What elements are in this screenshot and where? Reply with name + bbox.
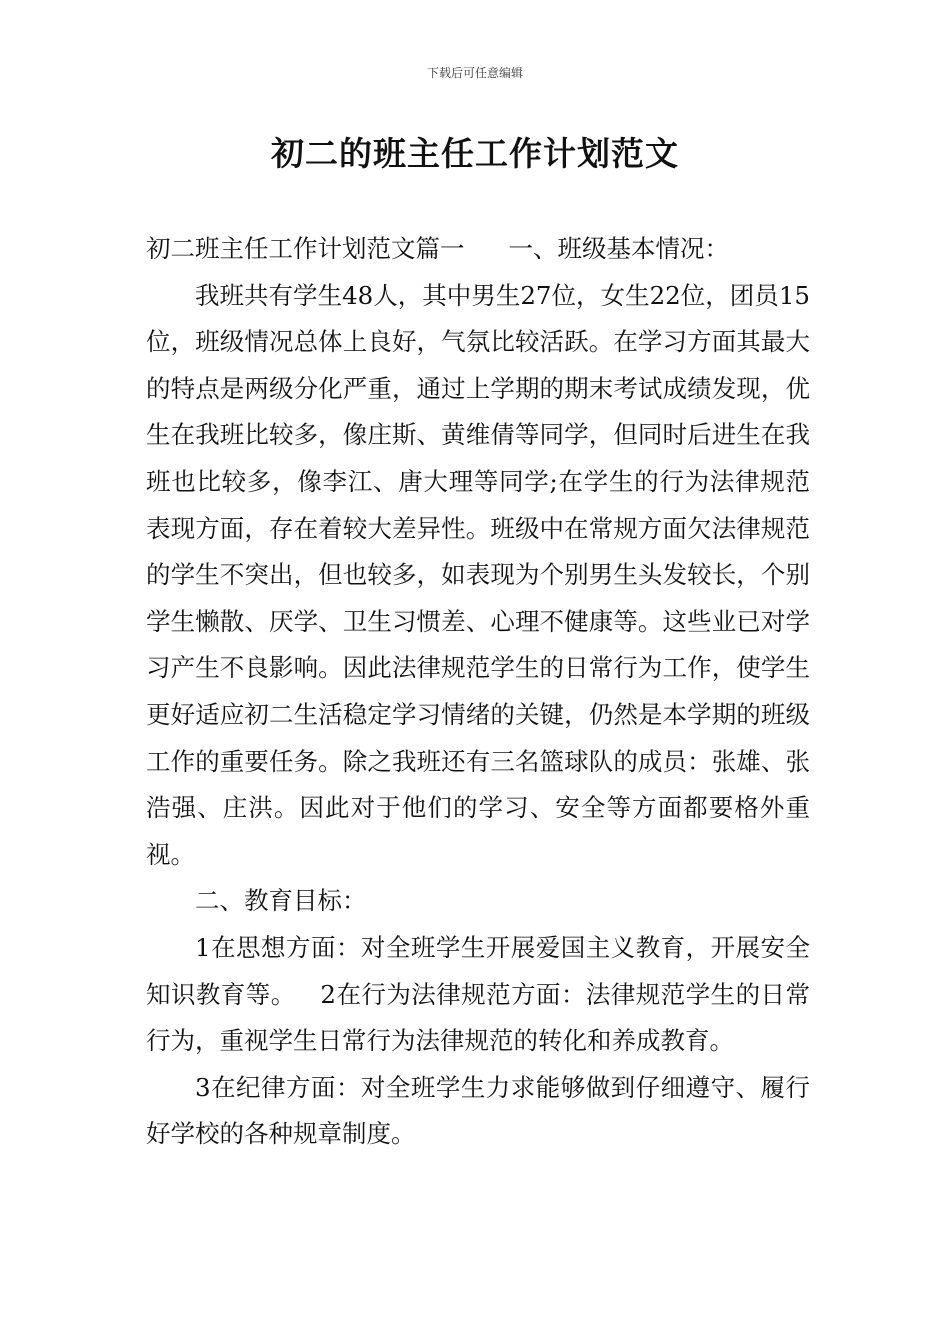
goal-thought-text: 1在思想方面：对全班学生开展爱国主义教育，开展安全知识教育等。 (146, 932, 810, 1009)
paragraph-education-goals-heading: 二、教育目标： (195, 886, 367, 916)
paragraph-intro (146, 226, 810, 273)
section-heading-text: 初二班主任工作计划范文篇一 (146, 234, 465, 263)
document-body (146, 226, 810, 1158)
document-title: 初二的班主任工作计划范文 (271, 134, 679, 173)
paragraph-goal-discipline: 3在纪律方面：对全班学生力求能够做到仔细遵守、履行好学校的各种规章制度。 (146, 1072, 810, 1149)
goal-behavior-text: 2在行为法律规范方面：法律规范学生的日常行为，重视学生日常行为法律规范的转化和养成教育。 (146, 979, 810, 1056)
subsection-heading-text: 一、班级基本情况： (508, 234, 729, 263)
paragraph-class-situation: 我班共有学生48人，其中男生27位，女生22位，团员15位，班级情况总体上良好，气氛比较活跃。在学习方面其最大的特点是两级分化严重，通过上学期的期末考试成绩发现，优生在我班比较多，像庄斯、黄维倩等同学，但同时后进生在我班也比较多，像李江、唐大理等同学;在学生的行为法律规范表现方面，存在着较大差异性。班级中在常规方面欠法律规范的学生不突出，但也较多，如表现为个别男生头发较长，个别学生懒散、厌学、卫生习惯差、心理不健康等。这些业已对学习产生不良影响。因此法律规范学生的日常行为工作，使学生更好适应初二生活稳定学习情绪的关键，仍然是本学期的班级工作的重要任务。除之我班还有三名篮球队的成员：张雄、张浩强、庄洪。因此对于他们的学习、安全等方面都要格外重视。 (146, 280, 810, 869)
header-note: 下载后可任意编辑 (426, 66, 523, 80)
paragraph-goals-thought-behavior (146, 925, 810, 1065)
